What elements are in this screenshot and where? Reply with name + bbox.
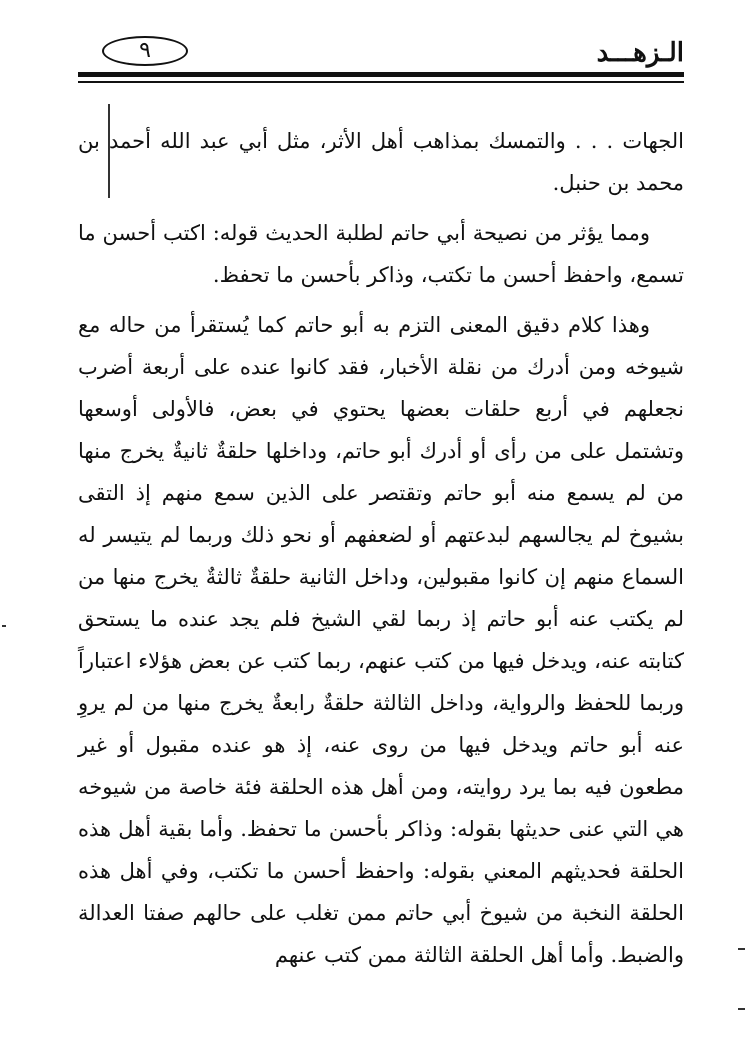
- page-number-text: ٩: [139, 38, 151, 63]
- page-number: [102, 36, 188, 66]
- paragraph-four-circles: وهذا كلام دقيق المعنى التزم به أبو حاتم كما يُستقرأ من حاله مع شيوخه ومن أدرك من نقلة الأخبار، فقد كانوا عنده على أربعة أضرب نجعلهم في أربع حلقات بعضها يحتوي في بعض، فالأولى أوسعها وتشتمل على من رأى أو أدرك أبو حاتم، وداخلها حلقةٌ ثانيةٌ يخرج منها من لم يسمع منه أبو حاتم وتقتصر على الذين سمع منهم إذ التقى بشيوخ لم يجالسهم لبدعتهم أو لضعفهم أو نحو ذلك وربما لم يتيسر له السماع منهم إن كانوا مقبولين، وداخل الثانية حلقةٌ ثالثةٌ يخرج منها من لم يكتب عنه أبو حاتم إذ ربما لقي الشيخ فلم يجد عنده ما يستحق كتابته عنه، ويدخل فيها من كتب عنهم، ربما كتب عن بعض هؤلاء اعتباراً وربما للحفظ والرواية، وداخل الثالثة حلقةٌ رابعةٌ يخرج منها من لم يروِ عنه أبو حاتم ويدخل فيها من روى عنه، إذ هو عنده مقبول أو غير مطعون فيه بما يرد روايته، ومن أهل هذه الحلقة فئة خاصة من شيوخه هي التي عنى حديثها بقوله: وذاكر بأحسن ما تحفظ. وأما بقية أهل هذه الحلقة فحديثهم المعني بقوله: واحفظ أحسن ما تكتب، وفي أهل هذه الحلقة النخبة من شيوخ أبي حاتم ممن تغلب على حالهم صفتا العدالة والضبط. وأما أهل الحلقة الثالثة ممن كتب عنهم: [78, 313, 684, 967]
- paragraph-continuation: الجهات . . . والتمسك بمذاهب أهل الأثر، مثل أبي عبد الله أحمد بن محمد بن حنبل.: [78, 129, 684, 195]
- page-header: [78, 30, 684, 90]
- margin-tick-mark: [2, 625, 6, 627]
- margin-tick-mark: [738, 948, 745, 950]
- header-rule-thick: [78, 72, 684, 77]
- body-text: [78, 120, 684, 976]
- paragraph-advice: ومما يؤثر من نصيحة أبي حاتم لطلبة الحديث قوله: اكتب أحسن ما تسمع، واحفظ أحسن ما تكتب، وذاكر بأحسن ما تحفظ.: [78, 221, 684, 287]
- header-rule-thin: [78, 81, 684, 83]
- margin-tick-mark: [738, 1008, 745, 1010]
- running-title: الـزهـــد: [596, 38, 684, 68]
